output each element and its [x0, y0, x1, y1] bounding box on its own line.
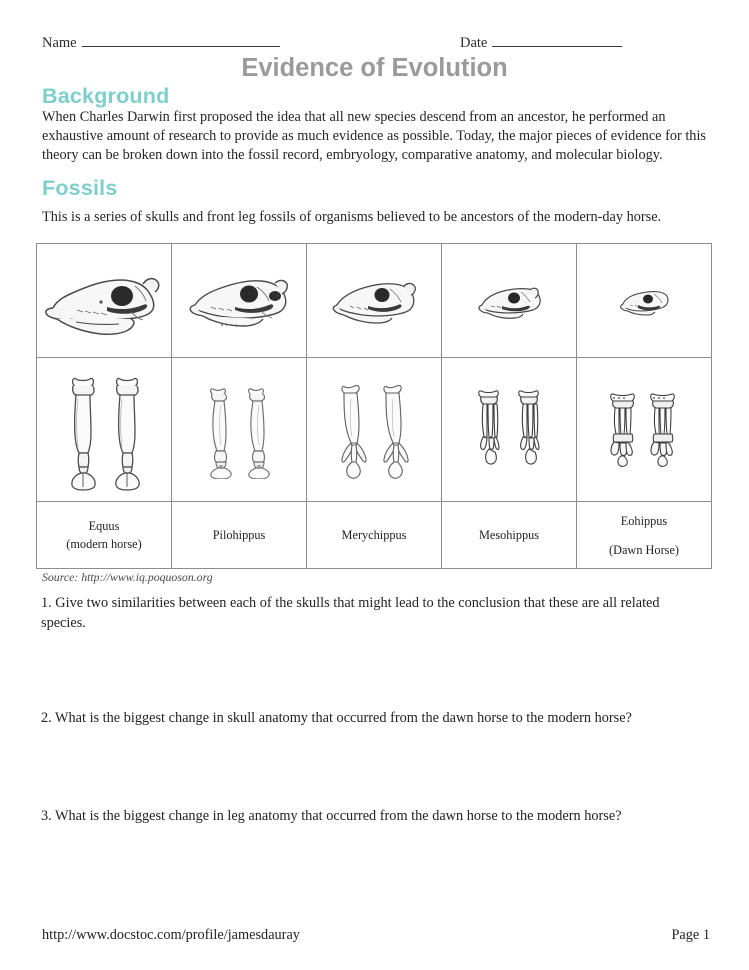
- species-name-mesohippus: Mesohippus: [478, 528, 540, 542]
- date-input-rule[interactable]: [492, 33, 622, 47]
- leg-cell-mesohippus: [442, 358, 577, 502]
- species-subtitle-equus: (modern horse): [66, 537, 142, 551]
- horse-skull-mesohippus-icon: [442, 244, 576, 357]
- horse-leg-pilohippus-icon: [172, 358, 306, 501]
- species-label-mesohippus: [442, 502, 577, 569]
- skull-cell-pilohippus: [172, 244, 307, 358]
- section-heading-fossils: Fossils: [42, 176, 118, 200]
- horse-skull-merychippus-icon: [307, 244, 441, 357]
- species-label-equus: [37, 502, 172, 569]
- skull-cell-eohippus: [577, 244, 712, 358]
- leg-cell-equus: [37, 358, 172, 502]
- question-3: 3. What is the biggest change in leg anatomy that occurred from the dawn horse to the modern horse?: [41, 808, 622, 824]
- fossil-comparison-table: [36, 243, 712, 569]
- footer-url[interactable]: http://www.docstoc.com/profile/jamesdauray: [42, 927, 300, 943]
- question-2: 2. What is the biggest change in skull anatomy that occurred from the dawn horse to the modern horse?: [41, 710, 632, 726]
- question-1: 1. Give two similarities between each of the skulls that might lead to the conclusion that these are all related species.: [41, 595, 660, 631]
- name-field-group: [42, 33, 280, 52]
- horse-leg-merychippus-icon: [307, 358, 441, 501]
- name-date-row: [42, 33, 707, 55]
- section-heading-background: Background: [42, 84, 170, 108]
- species-label-eohippus: [577, 502, 712, 569]
- date-field-group: [460, 33, 622, 52]
- table-row-skulls: [37, 244, 712, 358]
- horse-skull-pilohippus-icon: [172, 244, 306, 357]
- leg-cell-merychippus: [307, 358, 442, 502]
- date-label: Date: [460, 35, 488, 51]
- horse-leg-equus-icon: [37, 358, 171, 501]
- leg-cell-pilohippus: [172, 358, 307, 502]
- horse-skull-equus-icon: [37, 244, 171, 357]
- horse-leg-mesohippus-icon: [442, 358, 576, 501]
- species-label-merychippus: [307, 502, 442, 569]
- name-label: Name: [42, 35, 77, 51]
- species-subtitle-eohippus: (Dawn Horse): [609, 542, 679, 557]
- table-row-labels: [37, 502, 712, 569]
- species-name-eohippus: Eohippus: [620, 513, 668, 528]
- source-credit: Source: http://www.iq.poquoson.org: [42, 570, 213, 584]
- horse-skull-eohippus-icon: [577, 244, 711, 357]
- background-paragraph: When Charles Darwin first proposed the idea that all new species descend from an ancestor, he performed an exhaustive amount of research to provide as much evidence as possible. Today, the major pieces of evidence for this theory can be broken down into the fossil record, embryology, comparative anatomy, and molecular biology.: [42, 109, 706, 164]
- name-input-rule[interactable]: [82, 33, 280, 47]
- skull-cell-mesohippus: [442, 244, 577, 358]
- skull-cell-equus: [37, 244, 172, 358]
- species-name-equus: Equus: [88, 519, 120, 533]
- page-title: Evidence of Evolution: [241, 54, 508, 82]
- footer-page-number: Page 1: [671, 927, 710, 943]
- species-name-pilohippus: Pilohippus: [212, 528, 266, 542]
- species-name-merychippus: Merychippus: [341, 528, 407, 542]
- table-row-legs: [37, 358, 712, 502]
- fossils-intro-paragraph: This is a series of skulls and front leg fossils of organisms believed to be ancestors of the modern-day horse.: [42, 209, 662, 225]
- leg-cell-eohippus: [577, 358, 712, 502]
- species-label-pilohippus: [172, 502, 307, 569]
- skull-cell-merychippus: [307, 244, 442, 358]
- horse-leg-eohippus-icon: [577, 358, 711, 501]
